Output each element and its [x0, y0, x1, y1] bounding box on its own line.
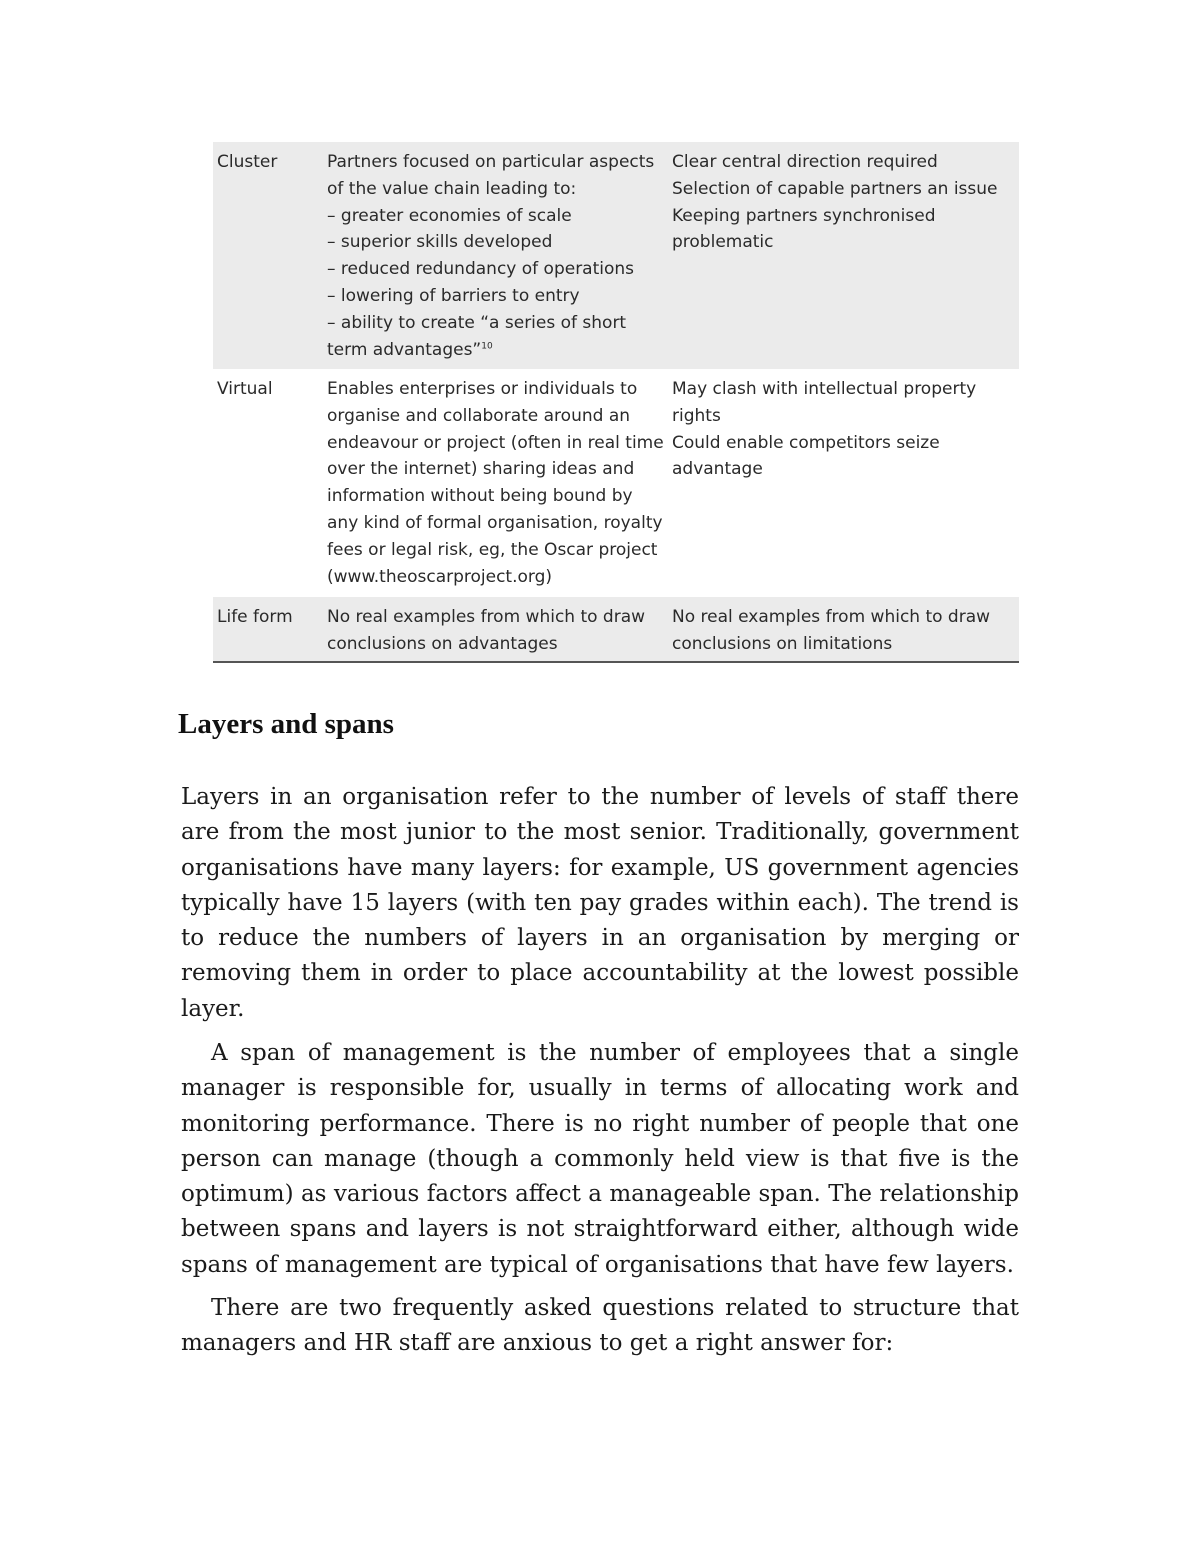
cell-line: information without being bound by: [327, 486, 633, 507]
cell-line: term advantages”: [327, 339, 482, 360]
body-paragraph: There are two frequently asked questions related to structure that managers and HR staff are anxious to get a right answer for:: [181, 1295, 1019, 1357]
limitations-cell: [672, 142, 1019, 369]
cell-line: – superior skills developed: [327, 232, 553, 253]
cell-line: advantage: [672, 459, 763, 480]
advantages-cell: [327, 369, 672, 597]
cell-line: Clear central direction required: [672, 152, 938, 172]
row-name: Cluster: [217, 152, 278, 172]
row-name: Virtual: [217, 379, 273, 399]
limitations-cell: [672, 597, 1019, 661]
table-row: [213, 369, 1019, 597]
cell-line: – greater economies of scale: [327, 205, 572, 226]
cell-line: Could enable competitors seize: [672, 432, 940, 453]
cell-line: of the value chain leading to:: [327, 178, 577, 199]
cell-line: rights: [672, 405, 721, 426]
row-name-cell: [213, 597, 327, 661]
advantages-cell: [327, 142, 672, 369]
cell-line: Partners focused on particular aspects: [327, 152, 655, 172]
body-paragraph: Layers in an organisation refer to the number of levels of staff there are from the most junior to the most senior. Traditionally, government organisations have many layers: for example, US government agencies typically have 15 layers (with ten pay grades within each). The trend is to reduce the numbers of layers in an organisation by merging or removing them in order to place accountability at the lowest possible layer.: [181, 784, 1019, 1022]
advantages-cell: [327, 597, 672, 661]
cell-line: fees or legal risk, eg, the Oscar project: [327, 539, 658, 560]
row-name: Life form: [217, 607, 293, 627]
cell-line: Enables enterprises or individuals to: [327, 379, 638, 399]
row-name-cell: [213, 369, 327, 597]
cell-line: conclusions on advantages: [327, 633, 558, 654]
table-row: [213, 597, 1019, 661]
cell-line: No real examples from which to draw: [327, 607, 646, 627]
table-row: [213, 142, 1019, 369]
network-types-table: [213, 142, 1019, 663]
cell-line: – reduced redundancy of operations: [327, 259, 635, 280]
row-name-cell: [213, 142, 327, 369]
cell-line: No real examples from which to draw: [672, 607, 991, 627]
limitations-cell: [672, 369, 1019, 597]
cell-line: over the internet) sharing ideas and: [327, 459, 635, 480]
cell-line: – ability to create “a series of short: [327, 312, 627, 333]
cell-line: Keeping partners synchronised: [672, 205, 936, 226]
cell-line: (www.theoscarproject.org): [327, 566, 553, 587]
cell-line: conclusions on limitations: [672, 633, 893, 654]
body-paragraph: A span of management is the number of employees that a single manager is responsible for, usually in terms of allocating work and monitoring performance. There is no right number of people that one person can manage (though a commonly held view is that five is the optimum) as various factors affect a manageable span. The relationship between spans and layers is not straightforward either, although wide spans of management are typical of organisations that have few layers.: [181, 1040, 1019, 1278]
cell-line-with-footnote: [327, 337, 672, 364]
cell-line: problematic: [672, 232, 774, 253]
cell-line: organise and collaborate around an: [327, 405, 631, 426]
section-heading: Layers and spans: [178, 708, 394, 740]
cell-line: – lowering of barriers to entry: [327, 285, 580, 306]
cell-line: May clash with intellectual property: [672, 379, 977, 399]
cell-line: any kind of formal organisation, royalty: [327, 512, 663, 533]
cell-line: Selection of capable partners an issue: [672, 178, 998, 199]
footnote-marker: 10: [481, 340, 493, 351]
cell-line: endeavour or project (often in real time: [327, 432, 664, 453]
